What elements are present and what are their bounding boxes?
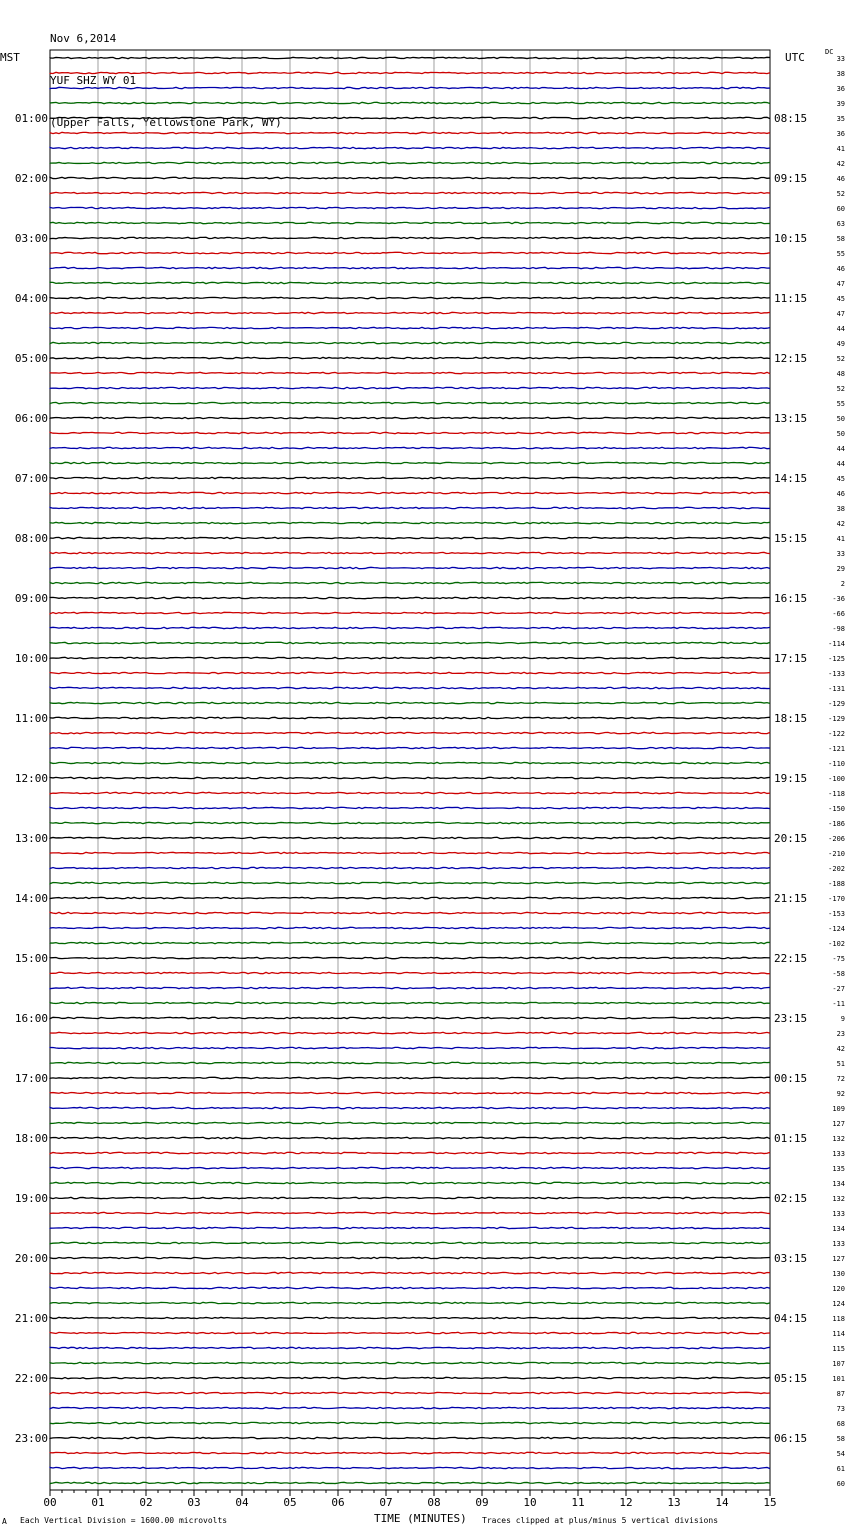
trace-line: [50, 777, 770, 778]
dc-offset-label: 58: [836, 235, 845, 243]
dc-offset-label: -58: [832, 970, 845, 978]
trace-line: [50, 1362, 770, 1363]
trace-line: [50, 507, 770, 508]
mst-hour-label: 07:00: [14, 472, 48, 485]
dc-offset-label: -170: [828, 895, 845, 903]
dc-offset-label: 2: [840, 580, 845, 588]
dc-offset-label: 133: [832, 1210, 845, 1218]
dc-offset-label: -122: [828, 730, 845, 738]
mst-hour-label: 20:00: [14, 1252, 48, 1265]
utc-hour-label: 00:15: [774, 1072, 808, 1085]
mst-hour-label: 02:00: [14, 172, 48, 185]
dc-offset-label: -125: [828, 655, 845, 663]
trace-line: [50, 372, 770, 373]
dc-offset-label: -153: [828, 910, 845, 918]
dc-offset-label: -188: [828, 880, 845, 888]
dc-offset-label: 51: [836, 1060, 845, 1068]
trace-line: [50, 327, 770, 328]
dc-offset-label: 130: [832, 1270, 845, 1278]
x-tick-label: 04: [235, 1496, 249, 1509]
utc-hour-label: 01:15: [774, 1132, 808, 1145]
dc-offset-label: 46: [836, 175, 845, 183]
trace-line: [50, 357, 770, 358]
x-tick-label: 10: [523, 1496, 537, 1509]
trace-line: [50, 492, 770, 493]
dc-offset-label: 45: [836, 475, 845, 483]
dc-offset-label: -114: [828, 640, 845, 648]
dc-offset-header: DC: [825, 48, 834, 56]
trace-line: [50, 162, 770, 163]
trace-line: [50, 1002, 770, 1003]
trace-line: [50, 297, 770, 298]
trace-line: [50, 1077, 770, 1078]
mst-hour-label: 17:00: [14, 1072, 48, 1085]
trace-line: [50, 1167, 770, 1168]
dc-offset-label: 132: [832, 1195, 845, 1203]
dc-offset-label: 72: [836, 1075, 845, 1083]
dc-offset-label: 23: [836, 1030, 845, 1038]
dc-offset-label: 134: [832, 1225, 845, 1233]
dc-offset-label: 9: [840, 1015, 845, 1023]
utc-hour-label: 16:15: [774, 592, 808, 605]
dc-offset-label: 29: [836, 565, 845, 573]
trace-line: [50, 1407, 770, 1408]
utc-hour-label: 11:15: [774, 292, 808, 305]
mst-hour-label: 16:00: [14, 1012, 48, 1025]
footer-mark: A: [2, 1517, 7, 1526]
dc-offset-label: 68: [836, 1420, 845, 1428]
utc-hour-label: 21:15: [774, 892, 808, 905]
trace-line: [50, 1047, 770, 1048]
dc-offset-label: 41: [836, 535, 845, 543]
utc-hour-label: 20:15: [774, 832, 808, 845]
utc-hour-label: 06:15: [774, 1432, 808, 1445]
plot-frame: [50, 50, 770, 1490]
trace-line: [50, 537, 770, 538]
mst-hour-label: 11:00: [14, 712, 48, 725]
trace-line: [50, 822, 770, 823]
trace-line: [50, 402, 770, 403]
trace-line: [50, 1302, 770, 1303]
trace-line: [50, 612, 770, 613]
trace-line: [50, 672, 770, 673]
dc-offset-label: 133: [832, 1240, 845, 1248]
trace-line: [50, 252, 770, 253]
dc-offset-label: -66: [832, 610, 845, 618]
x-tick-label: 13: [667, 1496, 681, 1509]
trace-line: [50, 1347, 770, 1348]
dc-offset-label: 38: [836, 505, 845, 513]
dc-offset-label: 50: [836, 415, 845, 423]
trace-line: [50, 957, 770, 958]
trace-line: [50, 387, 770, 388]
trace-line: [50, 627, 770, 628]
trace-line: [50, 1182, 770, 1183]
x-tick-label: 03: [187, 1496, 201, 1509]
dc-offset-label: -110: [828, 760, 845, 768]
dc-offset-label: -186: [828, 820, 845, 828]
trace-line: [50, 222, 770, 223]
utc-hour-label: 02:15: [774, 1192, 808, 1205]
x-tick-label: 05: [283, 1496, 297, 1509]
trace-line: [50, 1227, 770, 1228]
dc-offset-label: 54: [836, 1450, 845, 1458]
trace-line: [50, 207, 770, 208]
trace-line: [50, 1062, 770, 1063]
dc-offset-label: 47: [836, 310, 845, 318]
dc-offset-label: 92: [836, 1090, 845, 1098]
location-label: (Upper Falls, Yellowstone Park, WY): [50, 116, 282, 129]
dc-offset-label: 124: [832, 1300, 845, 1308]
dc-offset-label: -133: [828, 670, 845, 678]
mst-hour-label: 13:00: [14, 832, 48, 845]
trace-line: [50, 102, 770, 103]
dc-offset-label: 52: [836, 355, 845, 363]
trace-line: [50, 792, 770, 793]
utc-hour-label: 23:15: [774, 1012, 808, 1025]
dc-offset-label: 61: [836, 1465, 845, 1473]
mst-hour-label: 23:00: [14, 1432, 48, 1445]
trace-line: [50, 852, 770, 853]
mst-hour-label: 21:00: [14, 1312, 48, 1325]
dc-offset-label: 48: [836, 370, 845, 378]
dc-offset-label: 107: [832, 1360, 845, 1368]
utc-hour-label: 14:15: [774, 472, 808, 485]
dc-offset-label: 132: [832, 1135, 845, 1143]
trace-line: [50, 1332, 770, 1333]
dc-offset-label: 55: [836, 250, 845, 258]
utc-hour-label: 10:15: [774, 232, 808, 245]
trace-line: [50, 447, 770, 448]
mst-hour-label: 22:00: [14, 1372, 48, 1385]
dc-offset-label: -210: [828, 850, 845, 858]
x-tick-label: 14: [715, 1496, 729, 1509]
trace-line: [50, 927, 770, 928]
trace-line: [50, 1197, 770, 1198]
trace-line: [50, 807, 770, 808]
utc-hour-label: 13:15: [774, 412, 808, 425]
trace-line: [50, 72, 770, 73]
trace-line: [50, 1257, 770, 1258]
dc-offset-label: -124: [828, 925, 845, 933]
mst-hour-label: 08:00: [14, 532, 48, 545]
utc-hour-label: 04:15: [774, 1312, 808, 1325]
mst-hour-label: 06:00: [14, 412, 48, 425]
dc-offset-label: -131: [828, 685, 845, 693]
dc-offset-label: 120: [832, 1285, 845, 1293]
mst-hour-label: 01:00: [14, 112, 48, 125]
utc-hour-label: 22:15: [774, 952, 808, 965]
mst-hour-label: 12:00: [14, 772, 48, 785]
mst-hour-label: 18:00: [14, 1132, 48, 1145]
dc-offset-label: -202: [828, 865, 845, 873]
trace-line: [50, 1212, 770, 1213]
dc-offset-label: 118: [832, 1315, 845, 1323]
x-tick-label: 00: [43, 1496, 57, 1509]
trace-line: [50, 762, 770, 763]
trace-line: [50, 1437, 770, 1438]
x-tick-label: 15: [763, 1496, 777, 1509]
trace-line: [50, 1392, 770, 1393]
trace-line: [50, 1017, 770, 1018]
trace-line: [50, 882, 770, 883]
x-tick-label: 08: [427, 1496, 441, 1509]
dc-offset-label: 49: [836, 340, 845, 348]
x-tick-label: 07: [379, 1496, 393, 1509]
dc-offset-label: 44: [836, 460, 845, 468]
trace-line: [50, 132, 770, 133]
dc-offset-label: 42: [836, 520, 845, 528]
trace-line: [50, 432, 770, 433]
trace-line: [50, 1122, 770, 1123]
utc-hour-label: 03:15: [774, 1252, 808, 1265]
trace-line: [50, 597, 770, 598]
x-tick-label: 06: [331, 1496, 345, 1509]
dc-offset-label: -98: [832, 625, 845, 633]
dc-offset-label: -27: [832, 985, 845, 993]
trace-line: [50, 912, 770, 913]
trace-line: [50, 177, 770, 178]
utc-hour-label: 08:15: [774, 112, 808, 125]
trace-line: [50, 942, 770, 943]
dc-offset-label: 41: [836, 145, 845, 153]
mst-hour-label: 14:00: [14, 892, 48, 905]
date-label: Nov 6,2014: [50, 32, 117, 45]
dc-offset-label: 47: [836, 280, 845, 288]
utc-hour-label: 05:15: [774, 1372, 808, 1385]
mst-hour-label: 05:00: [14, 352, 48, 365]
station-label: YUF SHZ WY 01: [50, 74, 137, 87]
trace-line: [50, 87, 770, 88]
mst-hour-label: 19:00: [14, 1192, 48, 1205]
dc-offset-label: 44: [836, 445, 845, 453]
trace-line: [50, 642, 770, 643]
dc-offset-label: 39: [836, 100, 845, 108]
dc-offset-label: 63: [836, 220, 845, 228]
dc-offset-label: -129: [828, 715, 845, 723]
dc-offset-label: 35: [836, 115, 845, 123]
dc-offset-label: -118: [828, 790, 845, 798]
trace-line: [50, 897, 770, 898]
dc-offset-label: 36: [836, 85, 845, 93]
dc-offset-label: -121: [828, 745, 845, 753]
mst-hour-label: 09:00: [14, 592, 48, 605]
dc-offset-label: -102: [828, 940, 845, 948]
trace-line: [50, 147, 770, 148]
dc-offset-label: 36: [836, 130, 845, 138]
trace-line: [50, 867, 770, 868]
dc-offset-label: 42: [836, 1045, 845, 1053]
trace-line: [50, 1272, 770, 1273]
trace-line: [50, 687, 770, 688]
trace-line: [50, 1287, 770, 1288]
dc-offset-label: 52: [836, 190, 845, 198]
dc-offset-label: 38: [836, 70, 845, 78]
utc-hour-label: 19:15: [774, 772, 808, 785]
dc-offset-label: 60: [836, 205, 845, 213]
dc-offset-label: -129: [828, 700, 845, 708]
dc-offset-label: 50: [836, 430, 845, 438]
dc-offset-label: 135: [832, 1165, 845, 1173]
trace-line: [50, 1092, 770, 1093]
trace-line: [50, 522, 770, 523]
dc-offset-label: 33: [836, 55, 845, 63]
trace-line: [50, 477, 770, 478]
trace-line: [50, 987, 770, 988]
dc-offset-label: 55: [836, 400, 845, 408]
trace-line: [50, 1377, 770, 1378]
trace-line: [50, 1152, 770, 1153]
mst-hour-label: 04:00: [14, 292, 48, 305]
x-tick-label: 02: [139, 1496, 153, 1509]
trace-line: [50, 462, 770, 463]
utc-hour-label: 09:15: [774, 172, 808, 185]
dc-offset-label: 46: [836, 490, 845, 498]
dc-offset-label: 45: [836, 295, 845, 303]
trace-line: [50, 1422, 770, 1423]
trace-line: [50, 267, 770, 268]
trace-line: [50, 57, 770, 58]
dc-offset-label: -11: [832, 1000, 845, 1008]
dc-offset-label: 52: [836, 385, 845, 393]
dc-offset-label: 127: [832, 1255, 845, 1263]
dc-offset-label: 33: [836, 550, 845, 558]
dc-offset-label: -36: [832, 595, 845, 603]
trace-line: [50, 1482, 770, 1483]
dc-offset-label: -150: [828, 805, 845, 813]
trace-line: [50, 342, 770, 343]
trace-line: [50, 717, 770, 718]
trace-line: [50, 837, 770, 838]
trace-line: [50, 1467, 770, 1468]
clip-note: Traces clipped at plus/minus 5 vertical divisions: [482, 1516, 719, 1525]
dc-offset-label: 114: [832, 1330, 845, 1338]
trace-line: [50, 732, 770, 733]
dc-offset-label: -75: [832, 955, 845, 963]
trace-line: [50, 1317, 770, 1318]
trace-line: [50, 1452, 770, 1453]
dc-offset-label: 115: [832, 1345, 845, 1353]
x-tick-label: 01: [91, 1496, 105, 1509]
utc-hour-label: 17:15: [774, 652, 808, 665]
trace-line: [50, 1242, 770, 1243]
x-tick-label: 09: [475, 1496, 489, 1509]
mst-hour-label: 15:00: [14, 952, 48, 965]
dc-offset-label: 101: [832, 1375, 845, 1383]
mst-hour-label: 10:00: [14, 652, 48, 665]
trace-line: [50, 582, 770, 583]
trace-line: [50, 972, 770, 973]
dc-offset-label: 134: [832, 1180, 845, 1188]
dc-offset-label: 133: [832, 1150, 845, 1158]
dc-offset-label: -100: [828, 775, 845, 783]
dc-offset-label: -206: [828, 835, 845, 843]
dc-offset-label: 109: [832, 1105, 845, 1113]
dc-offset-label: 58: [836, 1435, 845, 1443]
trace-line: [50, 657, 770, 658]
x-axis-label: TIME (MINUTES): [374, 1512, 467, 1525]
trace-line: [50, 1137, 770, 1138]
dc-offset-label: 44: [836, 325, 845, 333]
left-timezone-label: MST: [0, 51, 20, 64]
trace-line: [50, 282, 770, 283]
x-tick-label: 11: [571, 1496, 585, 1509]
dc-offset-label: 46: [836, 265, 845, 273]
mst-hour-label: 03:00: [14, 232, 48, 245]
utc-hour-label: 18:15: [774, 712, 808, 725]
trace-line: [50, 312, 770, 313]
utc-hour-label: 12:15: [774, 352, 808, 365]
trace-line: [50, 552, 770, 553]
dc-offset-label: 127: [832, 1120, 845, 1128]
x-tick-label: 12: [619, 1496, 633, 1509]
trace-line: [50, 567, 770, 568]
trace-line: [50, 192, 770, 193]
trace-line: [50, 702, 770, 703]
dc-offset-label: 42: [836, 160, 845, 168]
scale-note: Each Vertical Division = 1600.00 microvolts: [20, 1516, 228, 1525]
right-timezone-label: UTC: [785, 51, 805, 64]
dc-offset-label: 87: [836, 1390, 845, 1398]
utc-hour-label: 15:15: [774, 532, 808, 545]
trace-line: [50, 1032, 770, 1033]
trace-line: [50, 417, 770, 418]
trace-line: [50, 1107, 770, 1108]
dc-offset-label: 60: [836, 1480, 845, 1488]
dc-offset-label: 73: [836, 1405, 845, 1413]
trace-line: [50, 237, 770, 238]
trace-line: [50, 747, 770, 748]
trace-line: [50, 117, 770, 118]
